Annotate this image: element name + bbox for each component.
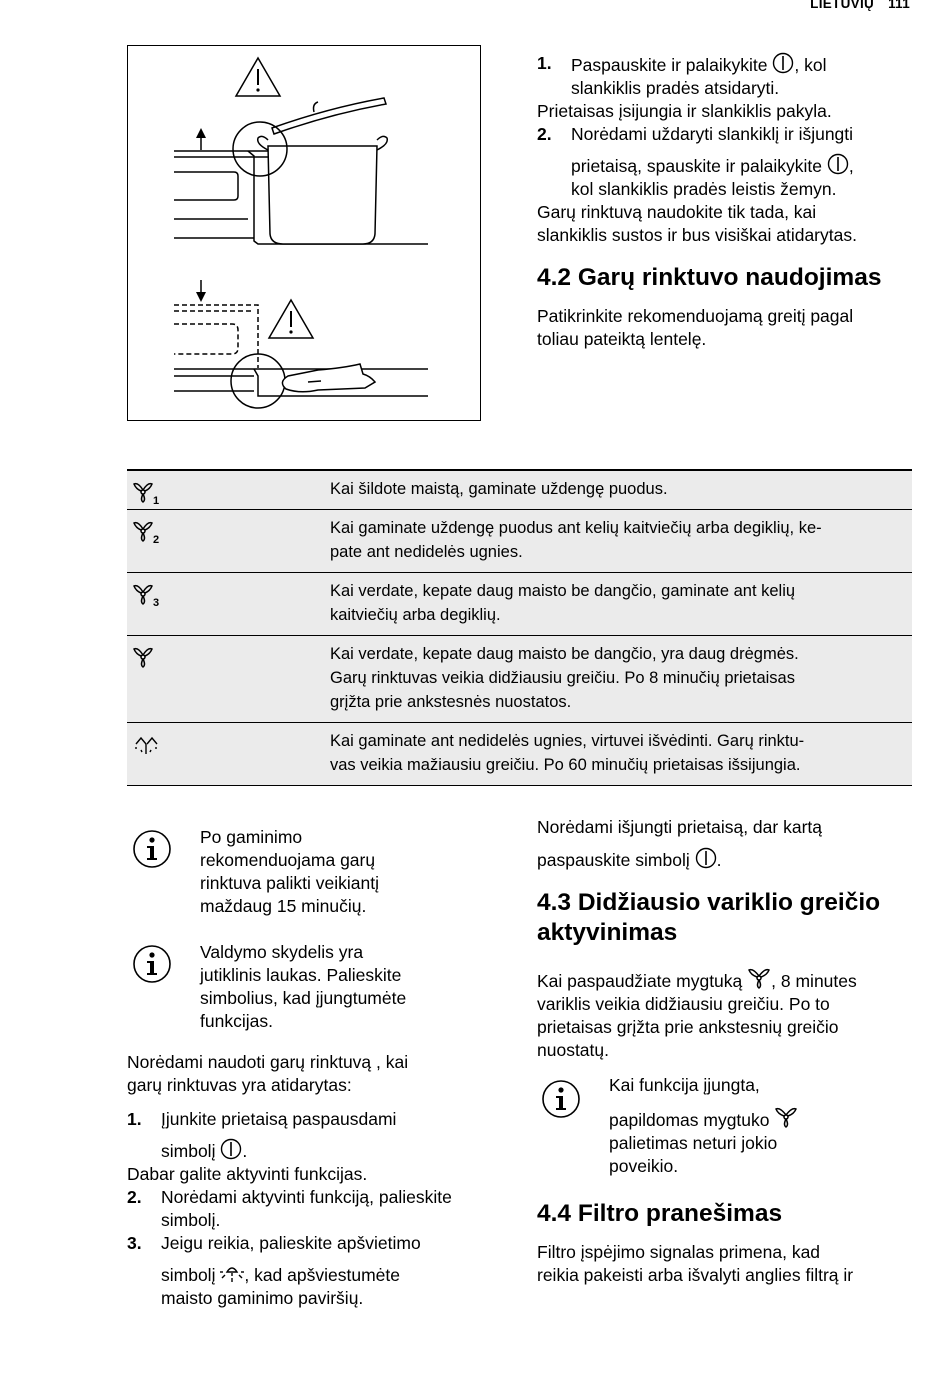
step-2 — [127, 1186, 517, 1232]
step-text: , — [848, 156, 854, 176]
title-line: aktyvinimas — [537, 919, 678, 946]
section-4-4-title: 4.4 Filtro pranešimas — [537, 1200, 783, 1227]
usage-instructions — [127, 1051, 517, 1310]
description-line: kaitviečių arba degiklių. — [330, 606, 501, 624]
paragraph-line: Filtro įspėjimo signalas primena, kad — [537, 1242, 821, 1262]
description-line: Kai verdate, kepate daug maisto be dangčio, yra daug drėgmės. — [330, 645, 799, 663]
fan-boost-icon — [747, 966, 771, 990]
info-note-text — [200, 941, 406, 1033]
description-line: Kai gaminate uždengę puodus ant kelių kaitviečių arba degiklių, ke- — [330, 519, 822, 537]
step-number: 1. — [127, 1109, 142, 1129]
hood-operation-illustration — [128, 46, 480, 420]
note-line: papildomas mygtuko — [609, 1110, 770, 1130]
description-line: grįžta prie ankstesnės nuostatos. — [330, 693, 572, 711]
paragraph-line: toliau pateiktą lentelę. — [537, 329, 707, 349]
power-icon — [695, 847, 717, 869]
step-text: slankiklis pradės atsidaryti. — [571, 78, 780, 98]
description-line: vas veikia mažiausiu greičiu. Po 60 minučių prietaisas išsijungia. — [330, 756, 801, 774]
info-icon — [541, 1079, 581, 1119]
fan-speed-table — [127, 469, 912, 786]
title-line: 4.3 Didžiausio variklio greičio — [537, 889, 881, 916]
note-line: simbolius, kad įjungtumėte — [200, 988, 407, 1008]
section-4-3-title — [537, 888, 880, 948]
fan-speed-1-icon — [133, 480, 167, 513]
table-cell-description — [330, 471, 912, 509]
note-line: rekomenduojama garų — [200, 850, 376, 870]
note-line: Valdymo skydelis yra — [200, 942, 364, 962]
power-icon — [827, 153, 849, 175]
table-row — [127, 636, 912, 723]
step-text: simbolį — [161, 1265, 216, 1285]
step-text: Norėdami uždaryti slankiklį ir išjungti — [571, 124, 854, 144]
note-text: slankiklis sustos ir bus visiškai atidarytas. — [537, 225, 857, 245]
step-text: Norėdami aktyvinti funkciją, palieskite — [161, 1187, 452, 1207]
section-4-2-text — [537, 305, 917, 351]
table-cell-description — [330, 723, 912, 785]
step-1 — [127, 1108, 517, 1163]
step-text: Jeigu reikia, palieskite apšvietimo — [161, 1233, 421, 1253]
illustration-frame — [127, 45, 481, 421]
section-4-4-text — [537, 1241, 917, 1287]
result-text: Prietaisas įsijungia ir slankiklis pakyla. — [537, 101, 832, 121]
table-cell-description — [330, 573, 912, 635]
intro-line: Norėdami naudoti garų rinktuvą , kai — [127, 1052, 409, 1072]
paragraph-line: . — [716, 850, 722, 870]
note-line: funkcijas. — [200, 1011, 273, 1031]
info-icon — [132, 829, 172, 869]
info-note-2 — [132, 944, 492, 1044]
paragraph-line: prietaisas grįžta prie ankstesnių greičio — [537, 1017, 839, 1037]
info-note-3 — [541, 1077, 911, 1177]
power-icon — [772, 52, 794, 74]
step-number: 2. — [537, 124, 552, 144]
note-line: Kai funkcija įjungta, — [609, 1075, 760, 1095]
table-row — [127, 510, 912, 573]
fan-boost-icon — [133, 645, 167, 678]
header-language: LIETUVIŲ — [810, 0, 875, 11]
step-number: 2. — [127, 1187, 142, 1207]
info-icon — [132, 944, 172, 984]
svg-text:2: 2 — [153, 534, 160, 546]
description-line: Garų rinktuvas veikia didžiausiu greičiu. Po 8 minučių prietaisas — [330, 669, 795, 687]
intro-line: garų rinktuvas yra atidarytas: — [127, 1075, 352, 1095]
paragraph-line: nuostatų. — [537, 1040, 609, 1060]
step-1 — [537, 52, 917, 100]
result-text: Dabar galite aktyvinti funkcijas. — [127, 1164, 368, 1184]
power-icon — [220, 1138, 242, 1160]
svg-text:1: 1 — [153, 495, 160, 507]
table-cell-description — [330, 510, 912, 572]
paragraph-line: Norėdami išjungti prietaisą, dar kartą — [537, 817, 822, 837]
svg-text:3: 3 — [153, 597, 160, 609]
step-text: . — [242, 1141, 248, 1161]
section-4-2-title: 4.2 Garų rinktuvo naudojimas — [537, 264, 882, 291]
paragraph-line: , 8 minutes — [771, 971, 857, 991]
note-line: maždaug 15 minučių. — [200, 896, 367, 916]
note-line: palietimas neturi jokio — [609, 1133, 778, 1153]
step-text: maisto gaminimo paviršių. — [161, 1288, 364, 1308]
paragraph-line: variklis veikia didžiausiu greičiu. Po to — [537, 994, 830, 1014]
paragraph-line: Kai paspaudžiate mygtuką — [537, 971, 743, 991]
note-line: jutiklinis laukas. Palieskite — [200, 965, 402, 985]
step-text: simbolį. — [161, 1210, 221, 1230]
page-number: 111 — [888, 0, 910, 11]
step-3 — [127, 1232, 517, 1310]
description-line: pate ant nedidelės ugnies. — [330, 543, 523, 561]
step-text: prietaisą, spauskite ir palaikykite — [571, 156, 822, 176]
info-note-text — [200, 826, 379, 918]
step-text: , kol — [794, 55, 827, 75]
description-line: Kai gaminate ant nedidelės ugnies, virtuvei išvėdinti. Garų rinktu- — [330, 732, 805, 750]
note-text: Garų rinktuvą naudokite tik tada, kai — [537, 202, 817, 222]
fan-boost-icon — [774, 1105, 798, 1129]
step-2 — [537, 123, 917, 201]
step-text: Paspauskite ir palaikykite — [571, 55, 768, 75]
fan-speed-3-icon — [133, 582, 167, 615]
step-text: , kad apšviestumėte — [244, 1265, 400, 1285]
table-row — [127, 723, 912, 785]
fan-speed-2-icon — [133, 519, 167, 552]
description-line: Kai šildote maistą, gaminate uždengę puodus. — [330, 480, 668, 498]
paragraph-line: paspauskite simbolį — [537, 850, 690, 870]
note-line: rinktuva palikti veikiantį — [200, 873, 379, 893]
step-text: simbolį — [161, 1141, 216, 1161]
info-note-1 — [132, 829, 492, 929]
note-line: poveikio. — [609, 1156, 679, 1176]
page-header — [810, 0, 910, 11]
table-cell-description — [330, 636, 912, 722]
breeze-icon — [133, 732, 167, 765]
step-number: 3. — [127, 1233, 142, 1253]
description-line: Kai verdate, kepate daug maisto be dangčio, gaminate ant kelių — [330, 582, 796, 600]
step-text: Įjunkite prietaisą paspausdami — [161, 1109, 397, 1129]
light-icon — [220, 1262, 244, 1284]
step-text: kol slankiklis pradės leistis žemyn. — [571, 179, 837, 199]
note-line: Po gaminimo — [200, 827, 303, 847]
open-close-instructions — [537, 52, 917, 247]
table-row — [127, 471, 912, 510]
paragraph-line: reikia pakeisti arba išvalyti anglies filtrą ir — [537, 1265, 854, 1285]
switch-off-text — [537, 816, 917, 872]
step-number: 1. — [537, 53, 552, 73]
section-4-3-text — [537, 966, 917, 1062]
paragraph-line: Patikrinkite rekomenduojamą greitį pagal — [537, 306, 854, 326]
info-note-text — [609, 1074, 909, 1178]
table-row — [127, 573, 912, 636]
